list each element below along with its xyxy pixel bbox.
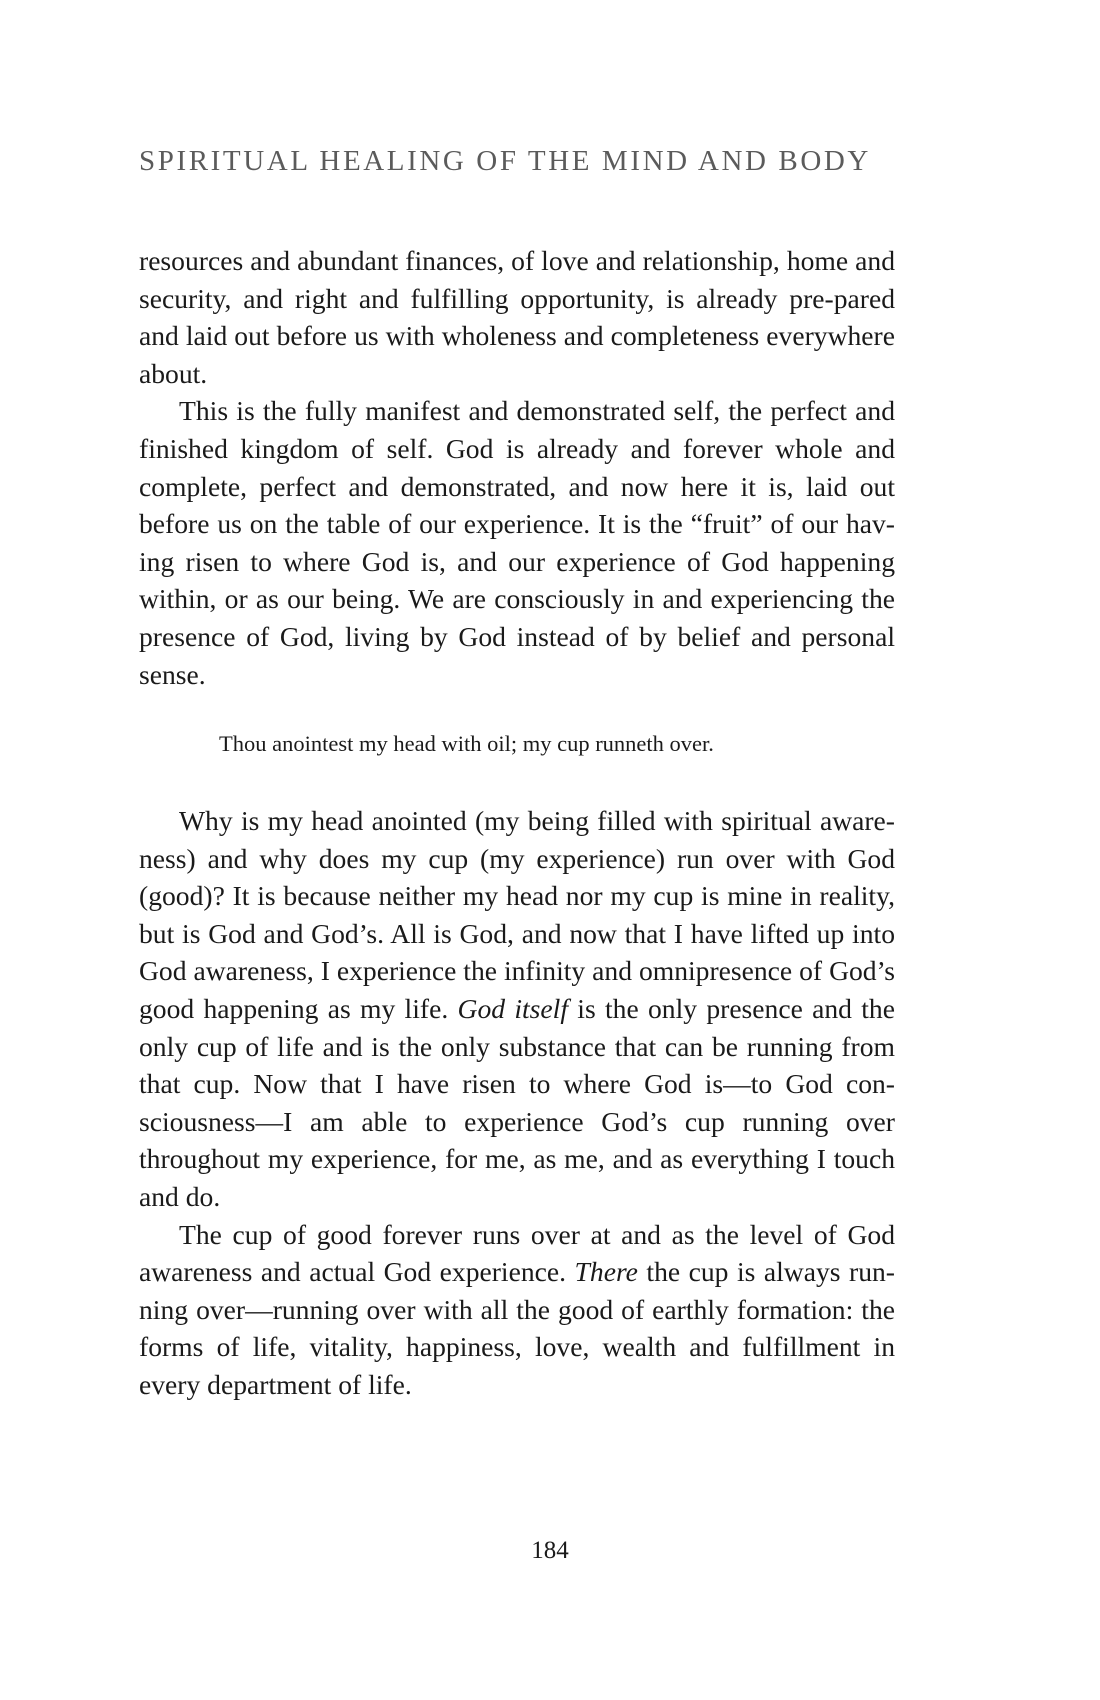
paragraph-continued: resources and abundant finances, of love and relationship, home and security, and right and fulfilling opportunity, is already pre-pared and laid out before us with wholeness and completeness everywhere about.: [139, 245, 895, 389]
paragraph: [139, 802, 895, 1216]
paragraph: [139, 1216, 895, 1404]
body-text-top: [139, 242, 895, 693]
paragraph-text: The cup of good forever runs over at and as the level of God awareness and actual God experience.: [139, 1218, 895, 1288]
paragraph-text: the cup is always run-ning over—running over with all the good of earthly formation: the forms of life, vitality, happiness, love, wealth and fulfillment in every department of life.: [139, 1256, 895, 1400]
scripture-quote: Thou anointest my head with oil; my cup runneth over.: [219, 731, 714, 756]
running-head: SPIRITUAL HEALING OF THE MIND AND BODY: [139, 145, 871, 177]
italic-emphasis: There: [574, 1256, 638, 1288]
paragraph-text: is the only presence and the only cup of life and is the only substance that can be running from that cup. Now that I have risen to where God is—to God con-sciousness—I am able to experience God’s cup running over throughout my experience, for me, as me, and as everything I touch and do.: [139, 992, 895, 1212]
paragraph-text: Why is my head anointed (my being filled with spiritual aware-ness) and why does my cup (my experience) run over with God (good)? It is because neither my head nor my cup is mine in reality, but is God and God’s. All is God, and now that I have lifted up into God awareness, I experience the infinity and omnipresence of God’s good happening as my life.: [139, 805, 895, 1024]
body-text-bottom: [139, 802, 895, 1404]
paragraph: This is the fully manifest and demonstrated self, the perfect and finished kingdom of self. God is already and forever whole and complete, perfect and demonstrated, and now here it is, laid out before us on the table of our experience. It is the “fruit” of our hav-ing risen to where God is, and our experience of God happening within, or as our being. We are consciously in and experiencing the presence of God, living by God instead of by belief and personal sense.: [139, 395, 895, 690]
page-number: 184: [531, 1537, 569, 1564]
italic-emphasis: God itself: [457, 992, 568, 1024]
